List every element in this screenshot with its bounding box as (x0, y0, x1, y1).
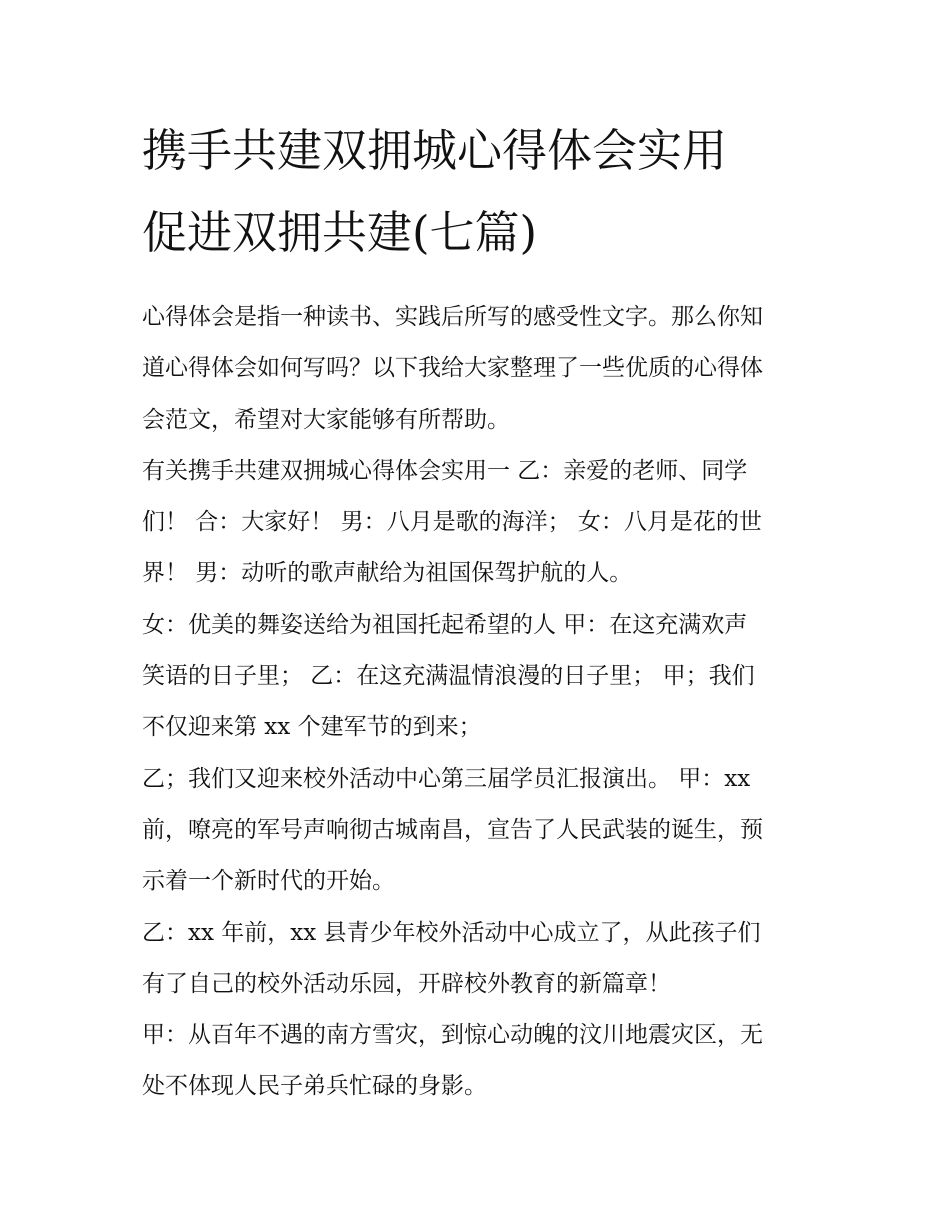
text-line: 有了自己的校外活动乐园，开辟校外教育的新篇章！ (142, 970, 671, 997)
document-page (142, 110, 814, 1113)
paragraph-dance (142, 600, 814, 754)
text-line: 心得体会是指一种读书、实践后所写的感受性文字。那么你知 (142, 304, 763, 330)
text-line: 有关携手共建双拥城心得体会实用一 乙：亲爱的老师、同学 (142, 457, 748, 484)
text-line: 女：优美的舞姿送给为祖国托起希望的人 甲：在这充满欢声 (142, 611, 748, 638)
text-line: 乙；我们又迎来校外活动中心第三届学员汇报演出。 甲：xx (142, 765, 751, 792)
paragraph-performance (142, 754, 814, 908)
text-line: 示着一个新时代的开始。 (142, 868, 395, 895)
text-line: 们！ 合：大家好！ 男：八月是歌的海洋； 女：八月是花的世 (142, 509, 762, 536)
title-line: 促进双拥共建(七篇) (142, 206, 538, 259)
text-line: 处不体现人民子弟兵忙碌的身影。 (142, 1073, 487, 1100)
text-line: 会范文，希望对大家能够有所帮助。 (142, 406, 510, 433)
paragraph-greeting (142, 446, 814, 600)
text-line: 乙：xx 年前，xx 县青少年校外活动中心成立了，从此孩子们 (142, 919, 761, 946)
paragraph-soldiers (142, 1010, 814, 1113)
document-title (142, 110, 814, 274)
text-line: 不仅迎来第 xx 个建军节的到来； (142, 714, 482, 741)
text-line: 道心得体会如何写吗？以下我给大家整理了一些优质的心得体 (142, 355, 763, 382)
paragraph-intro (142, 292, 814, 446)
title-line: 携手共建双拥城心得体会实用 (142, 124, 728, 177)
text-line: 界！ 男：动听的歌声献给为祖国保驾护航的人。 (142, 560, 633, 587)
paragraph-center (142, 908, 814, 1011)
text-line: 甲：从百年不遇的南方雪灾，到惊心动魄的汶川地震灾区，无 (142, 1022, 763, 1049)
text-line: 前，嘹亮的军号声响彻古城南昌，宣告了人民武装的诞生，预 (142, 816, 763, 843)
text-line: 笑语的日子里； 乙：在这充满温情浪漫的日子里； 甲；我们 (142, 663, 755, 690)
document-body (142, 292, 814, 1113)
